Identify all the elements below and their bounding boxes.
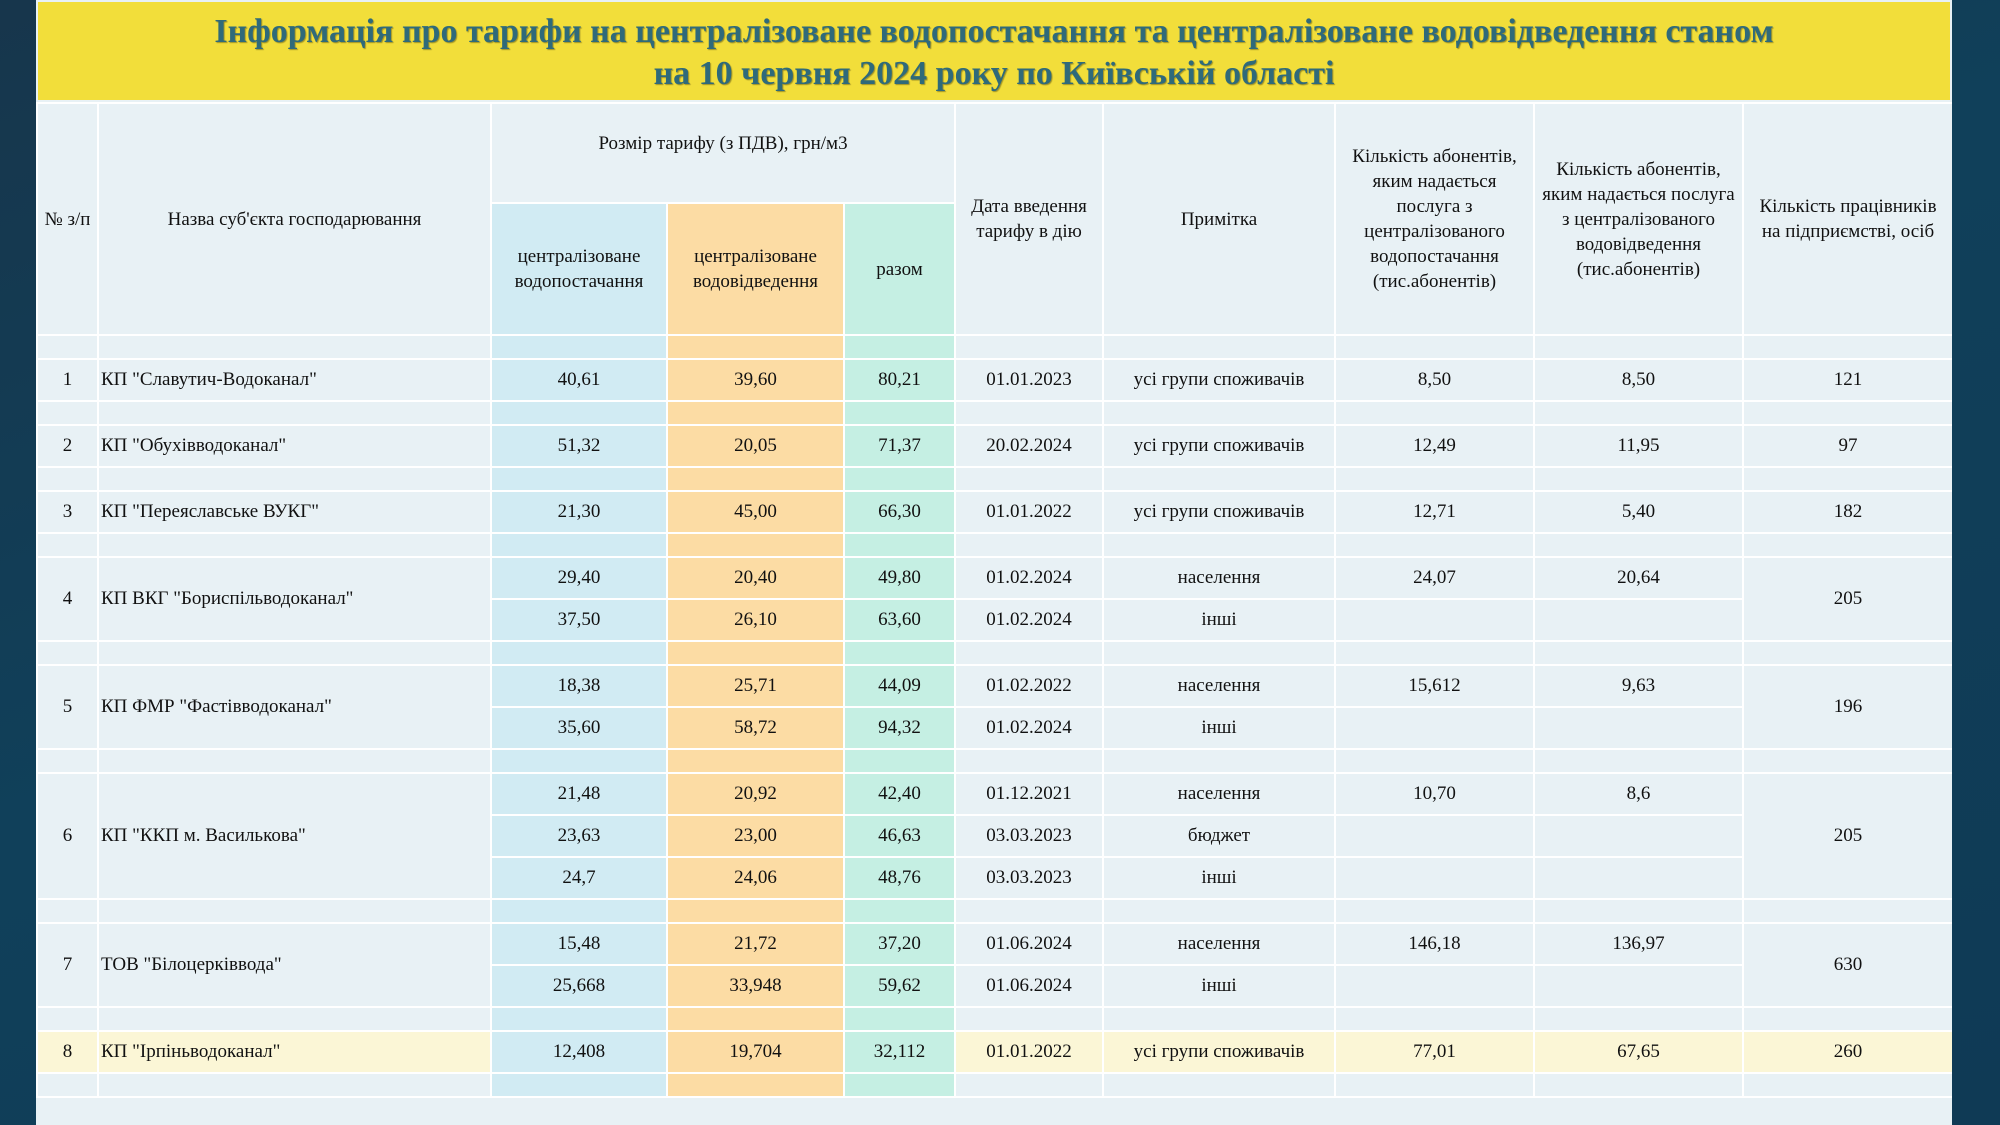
company-name: КП "Ірпіньводоканал" — [98, 1031, 491, 1073]
tariff-date: 20.02.2024 — [955, 425, 1103, 467]
page-title — [36, 0, 1952, 102]
staff-count: 205 — [1743, 557, 1952, 641]
sewer-tariff: 26,10 — [667, 599, 844, 641]
sewer-tariff: 33,948 — [667, 965, 844, 1007]
subscribers-water — [1335, 815, 1534, 857]
water-tariff: 25,668 — [491, 965, 667, 1007]
tariff-note: населення — [1103, 773, 1335, 815]
spacer-row — [37, 533, 1952, 557]
tariff-note: інші — [1103, 707, 1335, 749]
sewer-tariff: 20,92 — [667, 773, 844, 815]
subscribers-sewer: 9,63 — [1534, 665, 1743, 707]
sewer-tariff: 24,06 — [667, 857, 844, 899]
tariff-date: 01.01.2023 — [955, 359, 1103, 401]
tariff-date: 01.01.2022 — [955, 1031, 1103, 1073]
subscribers-water: 15,612 — [1335, 665, 1534, 707]
staff-count: 182 — [1743, 491, 1952, 533]
staff-count: 196 — [1743, 665, 1952, 749]
row-num: 5 — [37, 665, 98, 749]
spacer-row — [37, 467, 1952, 491]
staff-count: 97 — [1743, 425, 1952, 467]
spacer-row — [37, 899, 1952, 923]
subscribers-sewer: 8,6 — [1534, 773, 1743, 815]
total-tariff: 42,40 — [844, 773, 955, 815]
title-line-1: Інформація про тарифи на централізоване водопостачання та централізоване водовідведення станом — [214, 13, 1774, 50]
water-tariff: 40,61 — [491, 359, 667, 401]
sewer-tariff: 39,60 — [667, 359, 844, 401]
company-name: КП ФМР "Фастівводоканал" — [98, 665, 491, 749]
company-name: КП "ККП м. Василькова" — [98, 773, 491, 899]
water-tariff: 37,50 — [491, 599, 667, 641]
row-num: 4 — [37, 557, 98, 641]
tariff-note: усі групи споживачів — [1103, 359, 1335, 401]
spacer-row — [37, 1073, 1952, 1097]
subscribers-sewer: 11,95 — [1534, 425, 1743, 467]
subscribers-water: 24,07 — [1335, 557, 1534, 599]
table-row — [37, 773, 1952, 815]
subscribers-sewer: 136,97 — [1534, 923, 1743, 965]
row-num: 8 — [37, 1031, 98, 1073]
row-num: 7 — [37, 923, 98, 1007]
header-date: Дата введення тарифу в дію — [955, 103, 1103, 335]
sewer-tariff: 20,40 — [667, 557, 844, 599]
subscribers-water: 77,01 — [1335, 1031, 1534, 1073]
subscribers-water: 12,49 — [1335, 425, 1534, 467]
table-row — [37, 491, 1952, 533]
row-num: 2 — [37, 425, 98, 467]
company-name: КП "Обухівводоканал" — [98, 425, 491, 467]
table-row-highlighted — [37, 1031, 1952, 1073]
subscribers-sewer: 8,50 — [1534, 359, 1743, 401]
subscribers-water — [1335, 857, 1534, 899]
sewer-tariff: 21,72 — [667, 923, 844, 965]
header-tariff-group: Розмір тарифу (з ПДВ), грн/м3 — [491, 103, 955, 203]
sewer-tariff: 19,704 — [667, 1031, 844, 1073]
company-name: КП "Славутич-Водоканал" — [98, 359, 491, 401]
water-tariff: 35,60 — [491, 707, 667, 749]
subscribers-water — [1335, 599, 1534, 641]
water-tariff: 21,48 — [491, 773, 667, 815]
company-name: КП ВКГ "Бориспільводоканал" — [98, 557, 491, 641]
header-water: централізоване водопостачання — [491, 203, 667, 335]
sewer-tariff: 20,05 — [667, 425, 844, 467]
total-tariff: 37,20 — [844, 923, 955, 965]
tariff-date: 01.02.2022 — [955, 665, 1103, 707]
subscribers-water: 8,50 — [1335, 359, 1534, 401]
subscribers-sewer: 20,64 — [1534, 557, 1743, 599]
table-row — [37, 665, 1952, 707]
total-tariff: 48,76 — [844, 857, 955, 899]
water-tariff: 12,408 — [491, 1031, 667, 1073]
tariff-date: 01.06.2024 — [955, 965, 1103, 1007]
company-name: ТОВ "Білоцерківвода" — [98, 923, 491, 1007]
spacer-row — [37, 401, 1952, 425]
tariff-table — [36, 102, 1952, 1098]
water-tariff: 24,7 — [491, 857, 667, 899]
sewer-tariff: 25,71 — [667, 665, 844, 707]
subscribers-water: 10,70 — [1335, 773, 1534, 815]
spacer-row — [37, 749, 1952, 773]
header-sewer: централізоване водовідведення — [667, 203, 844, 335]
title-line-2: на 10 червня 2024 року по Київській області — [653, 55, 1335, 92]
tariff-note: населення — [1103, 665, 1335, 707]
subscribers-water: 146,18 — [1335, 923, 1534, 965]
total-tariff: 32,112 — [844, 1031, 955, 1073]
subscribers-water — [1335, 707, 1534, 749]
company-name: КП "Переяславське ВУКГ" — [98, 491, 491, 533]
staff-count: 205 — [1743, 773, 1952, 899]
table-row — [37, 557, 1952, 599]
subscribers-sewer — [1534, 857, 1743, 899]
tariff-date: 01.12.2021 — [955, 773, 1103, 815]
tariff-date: 01.02.2024 — [955, 557, 1103, 599]
total-tariff: 71,37 — [844, 425, 955, 467]
total-tariff: 94,32 — [844, 707, 955, 749]
tariff-date: 01.02.2024 — [955, 599, 1103, 641]
header-note: Примітка — [1103, 103, 1335, 335]
total-tariff: 63,60 — [844, 599, 955, 641]
header-subscribers-sewer: Кількість абонентів, яким надається послуга з централізованого водовідведення (тис.абонентів) — [1534, 103, 1743, 335]
header-num: № з/п — [37, 103, 98, 335]
total-tariff: 80,21 — [844, 359, 955, 401]
tariff-note: усі групи споживачів — [1103, 425, 1335, 467]
staff-count: 121 — [1743, 359, 1952, 401]
tariff-date: 03.03.2023 — [955, 815, 1103, 857]
tariff-note: інші — [1103, 965, 1335, 1007]
header-total: разом — [844, 203, 955, 335]
row-num: 6 — [37, 773, 98, 899]
tariff-date: 01.02.2024 — [955, 707, 1103, 749]
total-tariff: 59,62 — [844, 965, 955, 1007]
total-tariff: 44,09 — [844, 665, 955, 707]
water-tariff: 18,38 — [491, 665, 667, 707]
water-tariff: 21,30 — [491, 491, 667, 533]
tariff-note: бюджет — [1103, 815, 1335, 857]
table-row — [37, 425, 1952, 467]
row-num: 1 — [37, 359, 98, 401]
table-row — [37, 923, 1952, 965]
tariff-note: населення — [1103, 557, 1335, 599]
subscribers-water — [1335, 965, 1534, 1007]
total-tariff: 46,63 — [844, 815, 955, 857]
subscribers-sewer — [1534, 815, 1743, 857]
subscribers-sewer: 67,65 — [1534, 1031, 1743, 1073]
staff-count: 630 — [1743, 923, 1952, 1007]
spacer-row — [37, 1007, 1952, 1031]
header-staff: Кількість працівників на підприємстві, осіб — [1743, 103, 1952, 335]
subscribers-sewer: 5,40 — [1534, 491, 1743, 533]
spacer-row — [37, 641, 1952, 665]
total-tariff: 49,80 — [844, 557, 955, 599]
header-name: Назва суб'єкта господарювання — [98, 103, 491, 335]
subscribers-sewer — [1534, 707, 1743, 749]
subscribers-sewer — [1534, 965, 1743, 1007]
tariff-note: населення — [1103, 923, 1335, 965]
subscribers-sewer — [1534, 599, 1743, 641]
tariff-date: 01.01.2022 — [955, 491, 1103, 533]
tariff-note: усі групи споживачів — [1103, 491, 1335, 533]
staff-count: 260 — [1743, 1031, 1952, 1073]
header-subscribers-water: Кількість абонентів, яким надається послуга з централізованого водопостачання (тис.абонентів) — [1335, 103, 1534, 335]
tariff-note: інші — [1103, 857, 1335, 899]
table-row — [37, 359, 1952, 401]
water-tariff: 23,63 — [491, 815, 667, 857]
sewer-tariff: 23,00 — [667, 815, 844, 857]
tariff-slide — [36, 0, 1952, 1125]
tariff-note: інші — [1103, 599, 1335, 641]
water-tariff: 51,32 — [491, 425, 667, 467]
subscribers-water: 12,71 — [1335, 491, 1534, 533]
total-tariff: 66,30 — [844, 491, 955, 533]
tariff-note: усі групи споживачів — [1103, 1031, 1335, 1073]
sewer-tariff: 58,72 — [667, 707, 844, 749]
row-num: 3 — [37, 491, 98, 533]
water-tariff: 15,48 — [491, 923, 667, 965]
water-tariff: 29,40 — [491, 557, 667, 599]
tariff-date: 01.06.2024 — [955, 923, 1103, 965]
tariff-date: 03.03.2023 — [955, 857, 1103, 899]
sewer-tariff: 45,00 — [667, 491, 844, 533]
spacer-row — [37, 335, 1952, 359]
